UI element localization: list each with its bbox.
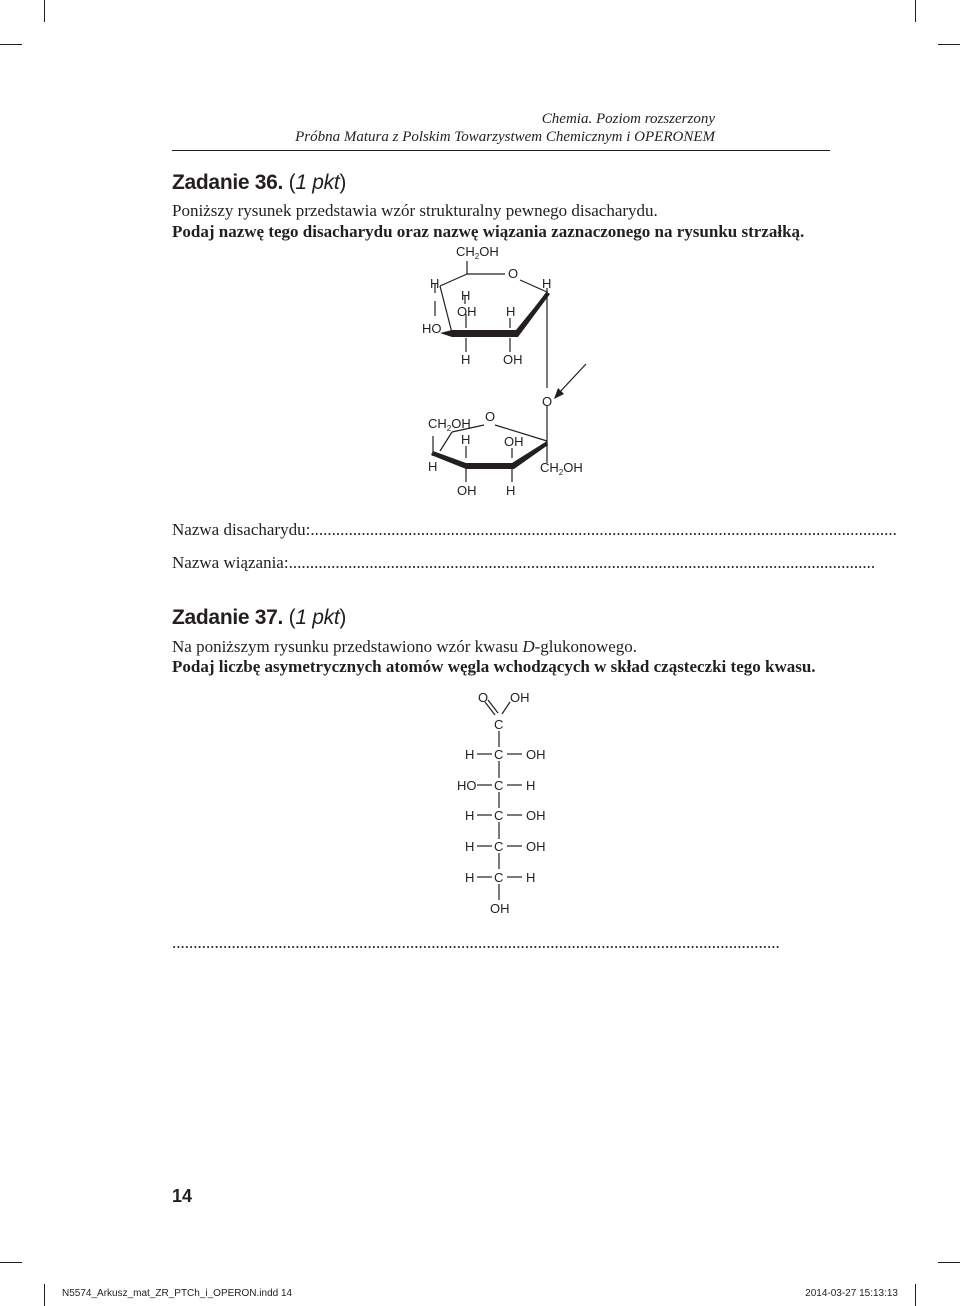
- carbon-label: C: [494, 839, 504, 854]
- svg-text:CH2OH: $CH_2OH$: [428, 416, 471, 433]
- answer-line-disaccharide[interactable]: Nazwa disacharydu:..........................................................................................................................................: [172, 520, 897, 539]
- task37-points: (1 pkt): [288, 606, 347, 629]
- substituent-left: HO: [457, 778, 477, 793]
- bridge-oxygen-label: O: [542, 394, 553, 409]
- substituent-left: H: [465, 808, 475, 823]
- task36-command: Podaj nazwę tego disacharydu oraz nazwę wiązania zaznaczonego na rysunku strzałką.: [172, 222, 805, 241]
- header-rule: [172, 150, 830, 151]
- crop-mark: [915, 1284, 916, 1306]
- crop-mark: [0, 1262, 22, 1263]
- crop-mark: [938, 44, 960, 45]
- substituent-right: H: [526, 778, 536, 793]
- carbon-label: C: [494, 747, 504, 762]
- crop-mark: [44, 1284, 45, 1306]
- carbon-label: C: [494, 717, 504, 732]
- h-label: H: [461, 288, 471, 303]
- h-label: H: [430, 276, 440, 291]
- ho-label: HO: [422, 321, 442, 336]
- crop-mark: [44, 0, 45, 22]
- substituent-right: OH: [526, 747, 546, 762]
- oh-label: OH: [457, 483, 477, 498]
- h-label: H: [506, 483, 516, 498]
- page-number: 14: [172, 1186, 193, 1206]
- task37-intro: Na poniższym rysunku przedstawiono wzór kwasu D-glukonowego.: [172, 637, 638, 656]
- task37-title: [172, 606, 346, 630]
- carbon-label: C: [494, 808, 504, 823]
- ring-oxygen-label: O: [508, 266, 519, 281]
- task36-title: [172, 171, 346, 195]
- gluconic-acid-formula: [440, 685, 570, 920]
- disaccharide-structure: [400, 238, 610, 503]
- answer-line-task37[interactable]: ...............................................................................................................................................: [172, 933, 780, 952]
- carbon-label: C: [494, 870, 504, 885]
- oh-label: OH: [510, 690, 530, 705]
- header-subject: Chemia. Poziom rozszerzony: [541, 111, 715, 127]
- substituent-left: H: [465, 839, 475, 854]
- crop-mark: [938, 1262, 960, 1263]
- svg-text:CH2OH: $CH_2OH$: [540, 460, 583, 477]
- h-label: H: [542, 276, 552, 291]
- timestamp-slug: 2014-03-27 15:13:13: [805, 1288, 898, 1299]
- task37-number: Zadanie 37.: [172, 606, 284, 629]
- task36-points: (1 pkt): [288, 171, 347, 194]
- crop-mark: [0, 44, 22, 45]
- substituent-right: OH: [526, 839, 546, 854]
- substituent-right: OH: [526, 808, 546, 823]
- h-label: H: [461, 432, 471, 447]
- task36-number: Zadanie 36.: [172, 171, 284, 194]
- oxygen-label: O: [478, 690, 489, 705]
- oh-label: OH: [490, 901, 510, 916]
- answer-label: Nazwa disacharydu:: [172, 520, 311, 539]
- ring-oxygen-label: O: [485, 409, 496, 424]
- file-slug: N5574_Arkusz_mat_ZR_PTCh_i_OPERON.indd 14: [62, 1288, 293, 1299]
- task36-intro: Poniższy rysunek przedstawia wzór strukturalny pewnego disacharydu.: [172, 201, 658, 220]
- crop-mark: [915, 0, 916, 22]
- carbon-label: C: [494, 778, 504, 793]
- oh-label: OH: [503, 352, 523, 367]
- svg-text:CH2OH: $CH_2OH$: [456, 244, 499, 261]
- answer-line-bond[interactable]: Nazwa wiązania:..........................................................................................................................................: [172, 553, 876, 572]
- oh-label: OH: [457, 304, 477, 319]
- substituent-right: H: [526, 870, 536, 885]
- task37-command: Podaj liczbę asymetrycznych atomów węgla wchodzących w skład cząsteczki tego kwasu.: [172, 657, 816, 676]
- header-exam: Próbna Matura z Polskim Towarzystwem Chemicznym i OPERONEM: [295, 129, 715, 145]
- h-label: H: [506, 304, 516, 319]
- substituent-left: H: [465, 870, 475, 885]
- answer-label: Nazwa wiązania:: [172, 553, 289, 572]
- h-label: H: [461, 352, 471, 367]
- substituent-left: H: [465, 747, 475, 762]
- h-label: H: [428, 459, 438, 474]
- oh-label: OH: [504, 434, 524, 449]
